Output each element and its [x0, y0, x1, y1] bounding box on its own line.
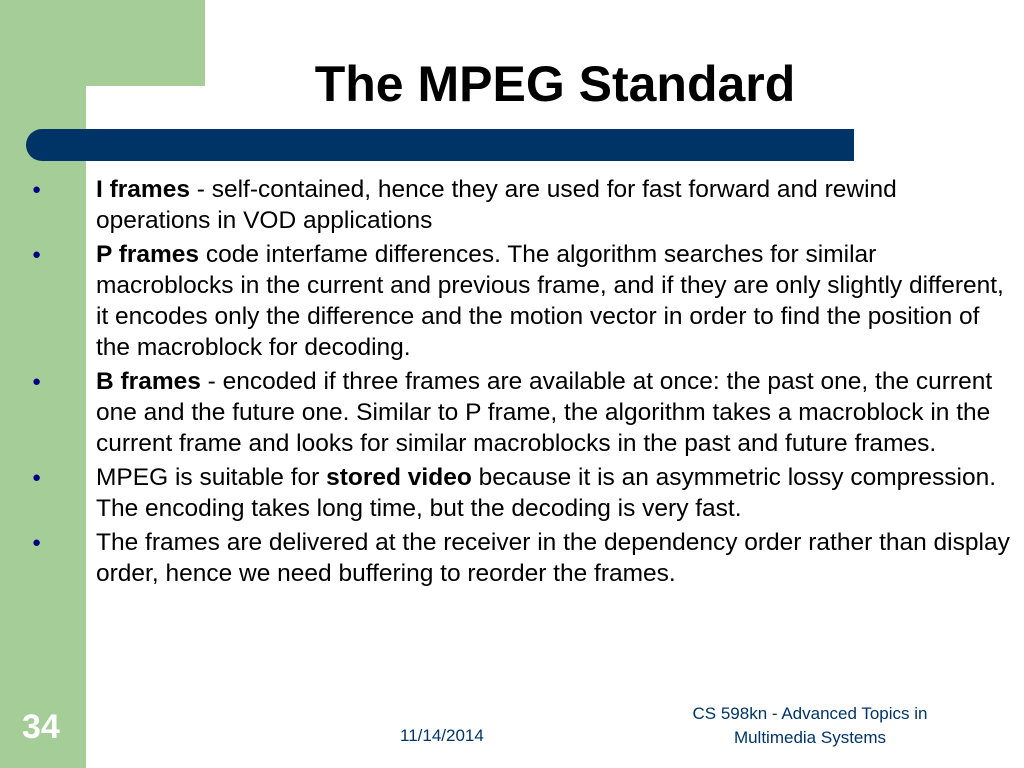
- bullet-term: B frames: [96, 368, 201, 395]
- bullet-text: - self-contained, hence they are used for fast forward and rewind operations in VOD applications: [96, 176, 897, 234]
- bullet-text: - encoded if three frames are available at once: the past one, the current one and the future one. Similar to P frame, the algorithm takes a macroblock in the current frame and looks for similar macroblocks in the past and future frames.: [96, 368, 993, 457]
- bullet-dot-icon: ●: [32, 373, 42, 390]
- title-underline-bar: [26, 129, 854, 161]
- bullet-term: stored video: [326, 464, 472, 491]
- bullet-text: code interfame differences. The algorithm searches for similar macroblocks in the current and previous frame, and if they are only slightly different, it encodes only the difference and the motion vector in order to find the position of the macroblock for decoding.: [96, 241, 1004, 361]
- bullet-item: [24, 174, 1014, 236]
- slide-title: The MPEG Standard: [314, 56, 796, 112]
- bullet-item: [24, 527, 1014, 589]
- footer-course-title: [660, 702, 960, 750]
- bullet-dot-icon: ●: [32, 534, 42, 551]
- footer-date: 11/14/2014: [400, 726, 484, 745]
- bullet-text: because it is an asymmetric lossy compression. The encoding takes long time, but the decoding is very fast.: [96, 464, 997, 522]
- bullet-dot-icon: ●: [32, 469, 42, 486]
- bullet-text-prefix: MPEG is suitable for: [96, 464, 327, 491]
- bullet-term: P frames: [96, 241, 200, 268]
- bullet-term: I frames: [96, 176, 190, 203]
- bullet-list: [24, 174, 1014, 592]
- top-accent-block: [0, 0, 205, 86]
- bullet-dot-icon: ●: [32, 246, 42, 263]
- footer-course-line: Multimedia Systems: [733, 728, 887, 747]
- slide-number: 34: [22, 708, 60, 746]
- bullet-text: The frames are delivered at the receiver in the dependency order rather than display order, hence we need buffering to reorder the frames.: [96, 529, 1010, 587]
- bullet-dot-icon: ●: [32, 181, 42, 198]
- footer-course-line: CS 598kn - Advanced Topics in: [692, 704, 928, 723]
- bullet-item: [24, 239, 1014, 363]
- bullet-item: [24, 366, 1014, 459]
- bullet-item: [24, 462, 1014, 524]
